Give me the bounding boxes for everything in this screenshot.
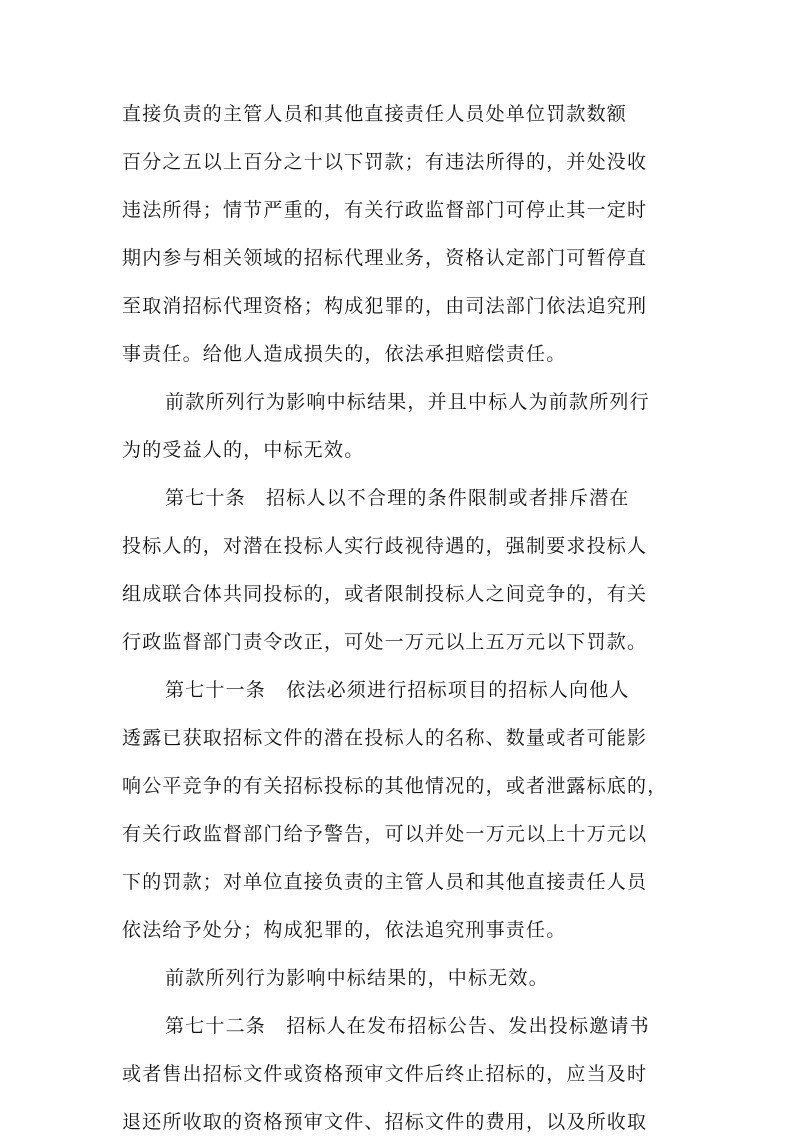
text-line-19: 前款所列行为影响中标结果的，中标无效。 [165, 967, 549, 989]
text-line-11: 组成联合体共同投标的，或者限制投标人之间竞争的，有关 [122, 583, 648, 605]
text-line-22: 退还所收取的资格预审文件、招标文件的费用，以及所收取 [122, 1111, 648, 1133]
text-line-5: 至取消招标代理资格；构成犯罪的，由司法部门依法追究刑 [122, 295, 648, 317]
text-line-17: 下的罚款；对单位直接负责的主管人员和其他直接责任人员 [122, 871, 648, 893]
text-line-12: 行政监督部门责令改正，可处一万元以上五万元以下罚款。 [122, 631, 648, 653]
text-line-3: 违法所得；情节严重的，有关行政监督部门可停止其一定时 [122, 199, 648, 221]
text-line-8: 为的受益人的，中标无效。 [122, 439, 365, 461]
text-line-13: 第七十一条 依法必须进行招标项目的招标人向他人 [165, 679, 630, 701]
text-line-21: 或者售出招标文件或资格预审文件后终止招标的，应当及时 [122, 1063, 648, 1085]
text-line-6: 事责任。给他人造成损失的，依法承担赔偿责任。 [122, 343, 567, 365]
text-line-20: 第七十二条 招标人在发布招标公告、发出投标邀请书 [165, 1015, 650, 1037]
text-line-4: 期内参与相关领域的招标代理业务，资格认定部门可暂停直 [122, 247, 648, 269]
text-line-10: 投标人的，对潜在投标人实行歧视待遇的，强制要求投标人 [122, 535, 648, 557]
text-line-7: 前款所列行为影响中标结果，并且中标人为前款所列行 [165, 391, 650, 413]
text-line-1: 直接负责的主管人员和其他直接责任人员处单位罚款数额 [122, 103, 628, 125]
text-line-15: 响公平竞争的有关招标投标的其他情况的，或者泄露标底的， [122, 775, 668, 797]
text-line-18: 依法给予处分；构成犯罪的，依法追究刑事责任。 [122, 919, 567, 941]
text-line-2: 百分之五以上百分之十以下罚款；有违法所得的，并处没收 [122, 151, 648, 173]
text-line-16: 有关行政监督部门给予警告，可以并处一万元以上十万元以 [122, 823, 648, 845]
text-line-9: 第七十条 招标人以不合理的条件限制或者排斥潜在 [165, 487, 630, 509]
text-line-14: 透露已获取招标文件的潜在投标人的名称、数量或者可能影 [122, 727, 648, 749]
